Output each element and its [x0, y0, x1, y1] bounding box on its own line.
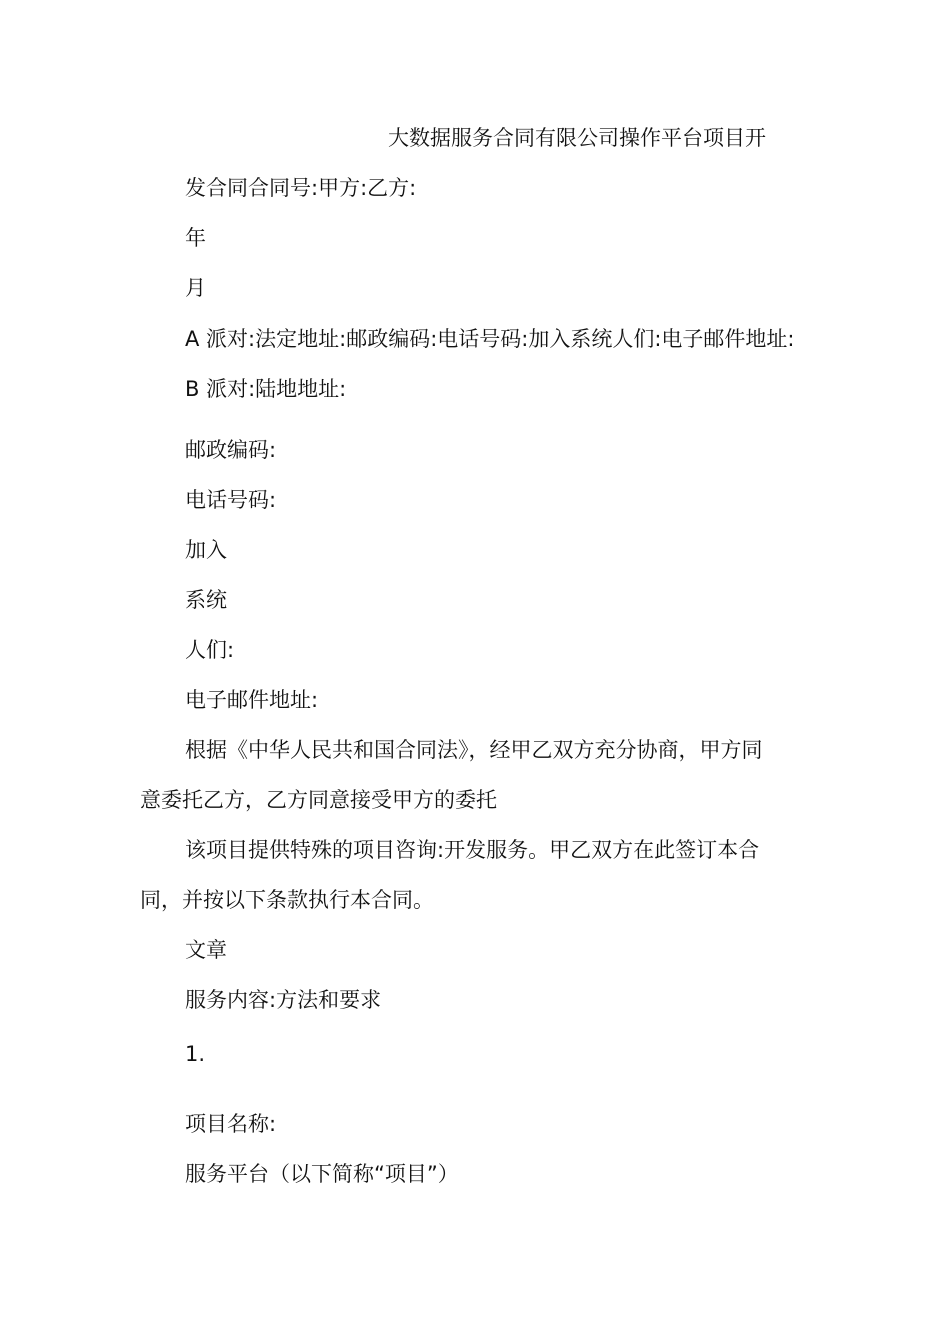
- service-content-heading: 服务内容:方法和要求: [185, 988, 382, 1012]
- paragraph-line: 根据《中华人民共和国合同法》，经甲乙双方充分协商，甲方同: [185, 738, 763, 762]
- contract-header-line: 发合同合同号:甲方:乙方:: [185, 176, 417, 200]
- list-number: 1.: [185, 1042, 206, 1066]
- party-a-line: A 派对:法定地址:邮政编码:电话号码:加入系统人们:电子邮件地址:: [185, 327, 795, 351]
- month-label: 月: [185, 276, 206, 300]
- paragraph-line: 意委托乙方，乙方同意接受甲方的委托: [140, 788, 497, 812]
- people-label: 人们:: [185, 638, 235, 662]
- document-title: 大数据服务合同有限公司操作平台项目开: [388, 126, 766, 150]
- paragraph-line: 同，并按以下条款执行本合同。: [140, 888, 434, 912]
- email-label: 电子邮件地址:: [185, 688, 319, 712]
- project-name-label: 项目名称:: [185, 1112, 277, 1136]
- year-label: 年: [185, 226, 206, 250]
- party-b-line: B 派对:陆地地址:: [185, 377, 347, 401]
- postal-code-label: 邮政编码:: [185, 438, 277, 462]
- phone-label: 电话号码:: [185, 488, 277, 512]
- article-heading: 文章: [185, 938, 227, 962]
- join-label: 加入: [185, 538, 227, 562]
- service-platform-line: 服务平台（以下简称“项目”）: [185, 1162, 459, 1186]
- paragraph-line: 该项目提供特殊的项目咨询:开发服务。甲乙双方在此签订本合: [185, 838, 760, 862]
- system-label: 系统: [185, 588, 227, 612]
